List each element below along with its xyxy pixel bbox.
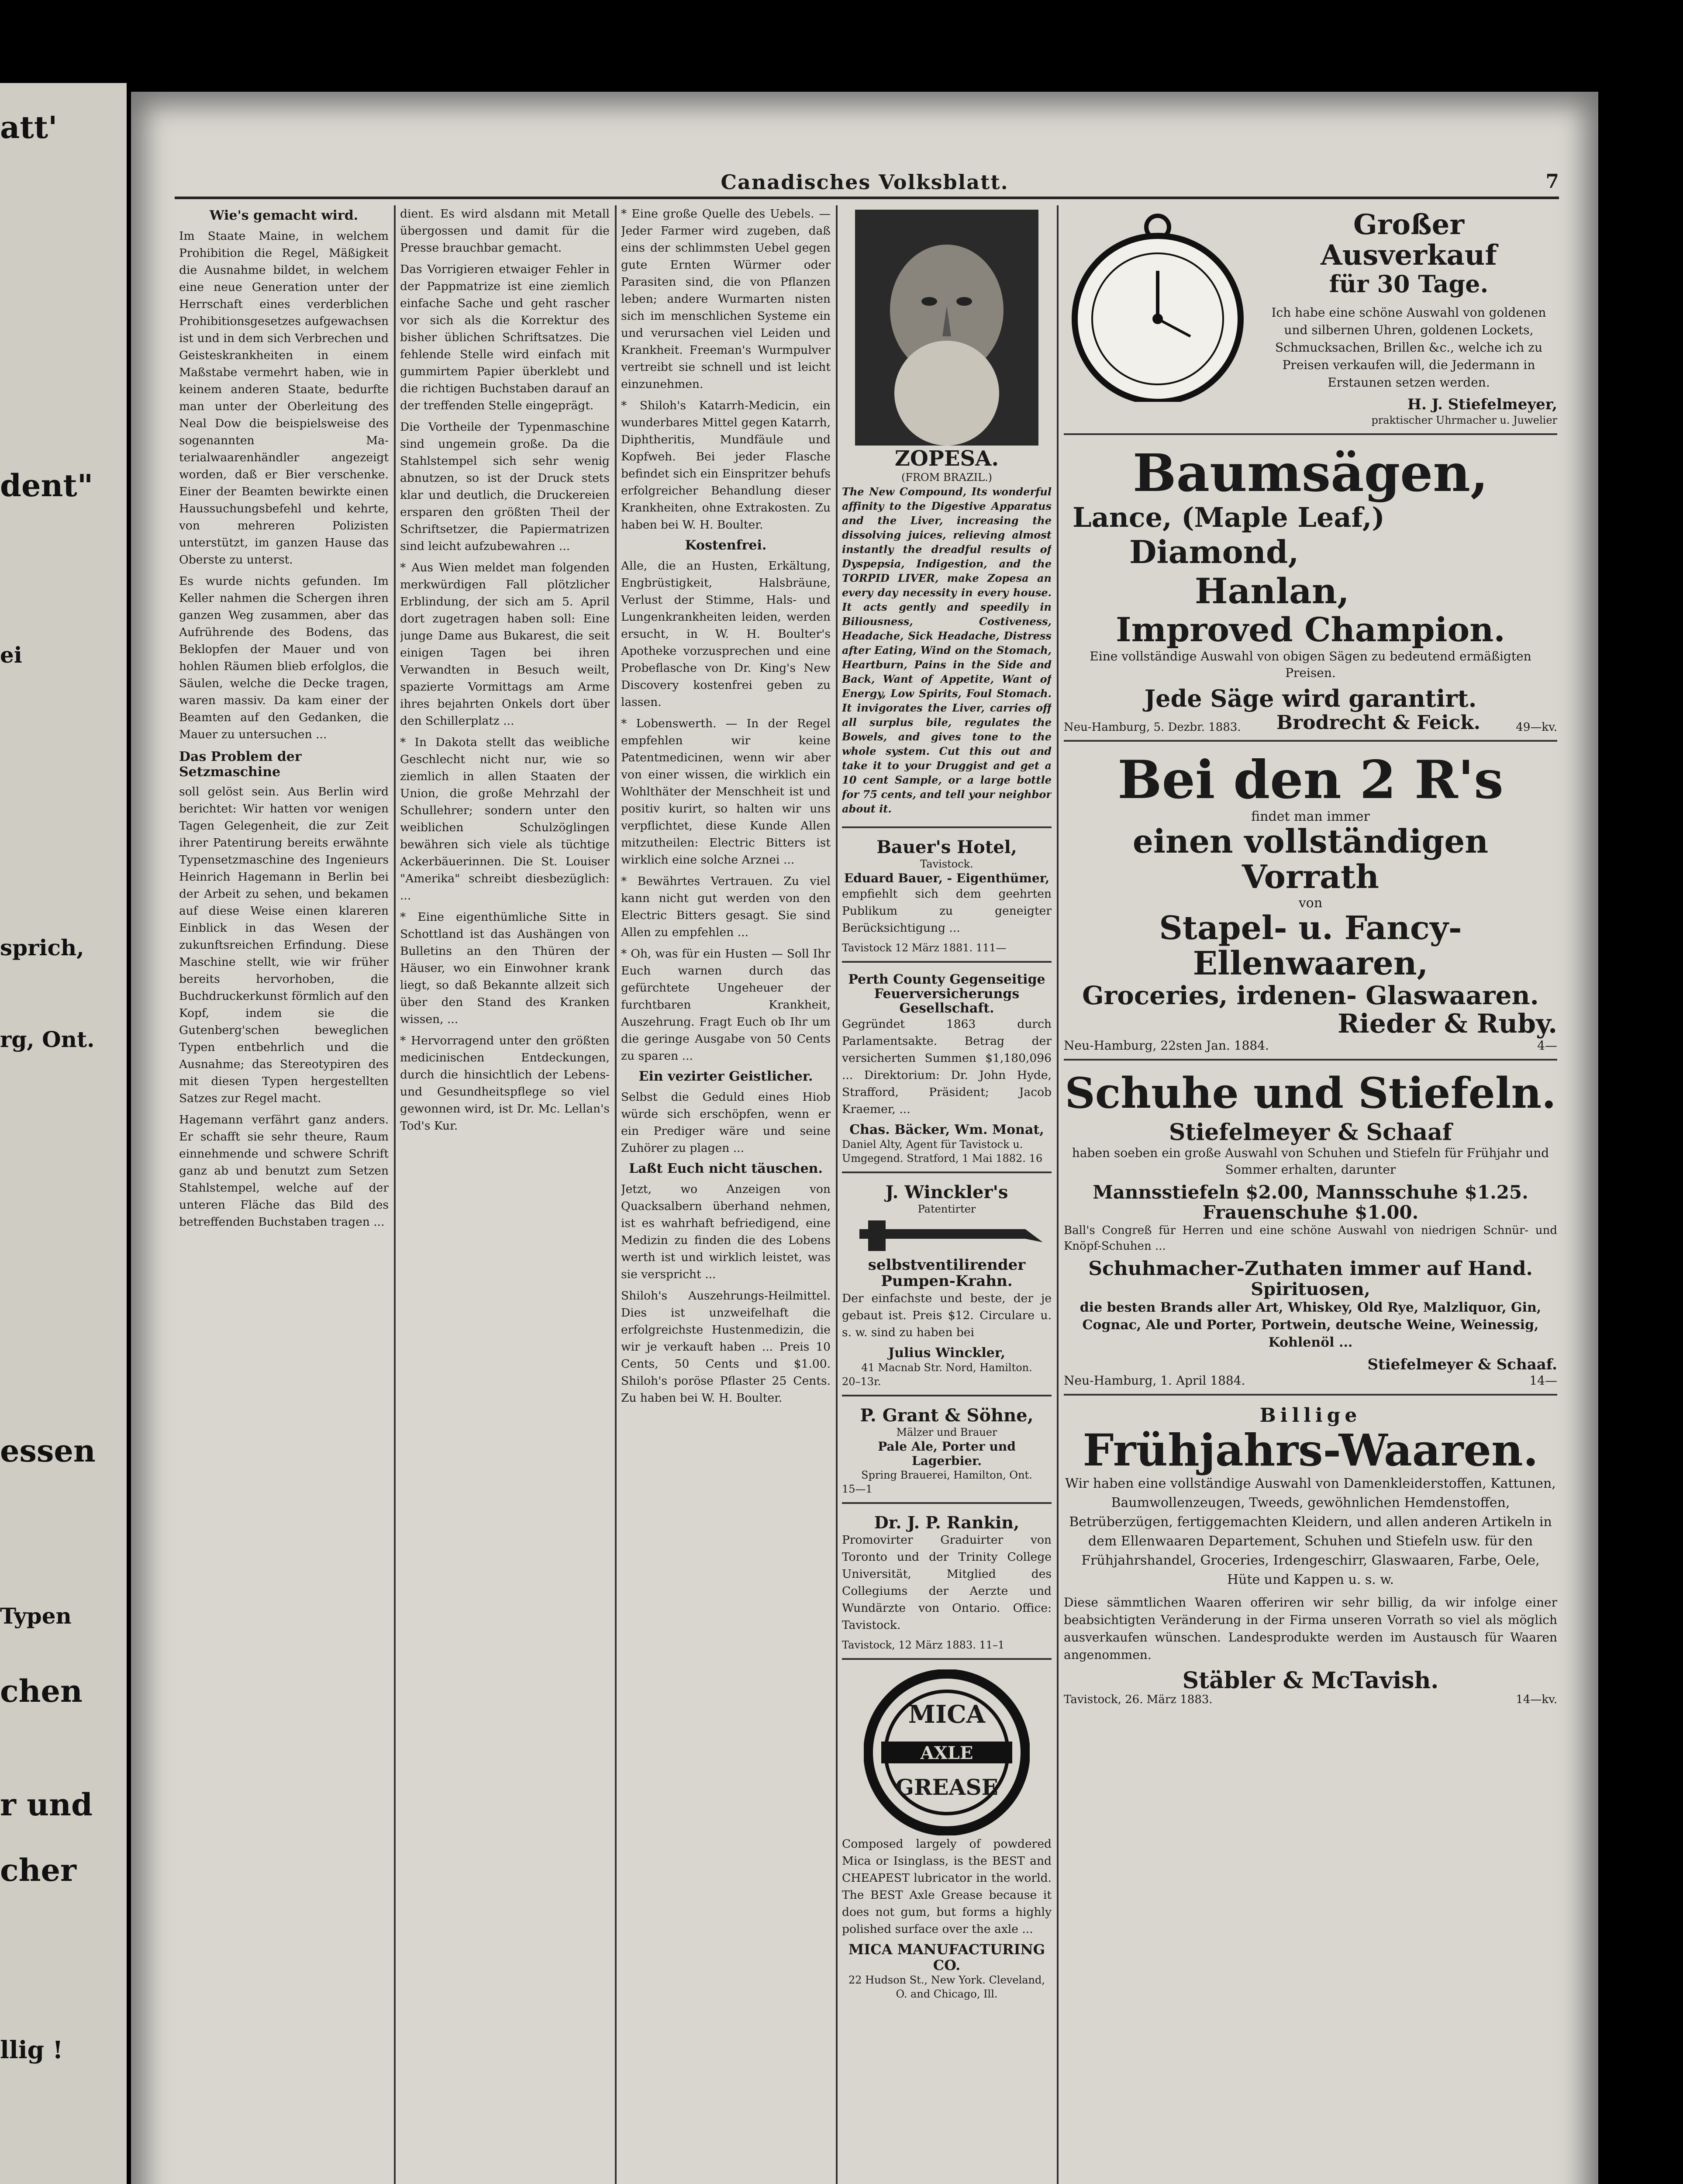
ad-subtitle: für 30 Tage.	[1329, 270, 1489, 298]
article-title: Wie's gemacht wird.	[209, 208, 359, 223]
ad-footer: 20–13r.	[842, 1375, 881, 1388]
ad-text: Wir haben eine vollständige Auswahl von Damenkleiderstoffen, Kattunen, Baumwollenzeugen, Tweeds, gewöhnlichen Hemdenstoffen, Betrüberzügen, fertiggemachten Kleidern, und allen anderen Artikeln in dem Ellenwaaren Departement, Schuhen und Stiefeln usw. für den Frühjahrshandel, Groceries, Irdengeschirr, Glaswaaren, Farbe, Oele, Hüte und Kappen u. s. w.	[1065, 1476, 1556, 1588]
ad-line: Stapel- u. Fancy-Ellenwaaren,	[1159, 909, 1462, 983]
ad-title: Bei den 2 R's	[1117, 749, 1504, 811]
ad-text: Eine vollständige Auswahl von obigen Sägen zu bedeutend ermäßigten Preisen.	[1090, 649, 1531, 680]
ad-footer: 4—	[1537, 1038, 1557, 1053]
article-paragraph: * Eine große Quelle des Uebels. — Jeder Farmer wird zugeben, daß eins der schlimmsten Uebel gegen gute Ernten Würmer oder Parasiten sind, die von Pflanzen leben; andere Wurmarten nisten sich im menschlichen Systeme ein und verursachen viel Leiden und Krankheit. Freeman's Wurmpulver vertreibt sie schnell und ist leicht einzunehmen.	[621, 207, 831, 391]
ad-signature: Brodrecht & Feick.	[1276, 711, 1481, 734]
baumsaegen-ad	[1064, 440, 1557, 742]
ad-signature: Stäbler & McTavish.	[1182, 1667, 1439, 1694]
article-paragraph: * Bewährtes Vertrauen. Zu viel kann nicht gut werden von den Electric Bitters gesagt. Sie sind Allen zu empfehlen ...	[621, 874, 831, 939]
ad-text: Gegründet 1863 durch Parlamentsakte. Betrag der versicherten Summen $1,180,096 ... Direktorium: Dr. John Hyde, Strafford, Präsident; Jacob Kraemer, ...	[842, 1017, 1052, 1116]
perth-insurance-ad	[842, 968, 1052, 1173]
article-paragraph: Alle, die an Husten, Erkältung, Engbrüstigkeit, Halsbräune, Verlust der Stimme, Hals- und Lungenkrankheiten leiden, werden ersucht, in W. H. Boulter's Apotheke vorzusprechen und eine Probeflasche von Dr. King's New Discovery kostenfrei geben zu lassen.	[621, 559, 831, 709]
rankin-ad	[842, 1509, 1052, 1660]
ad-signature: Rieder & Ruby.	[1338, 1009, 1557, 1040]
ad-text: findet man immer	[1251, 809, 1370, 824]
ad-subtitle: (FROM BRAZIL.)	[901, 471, 993, 484]
ad-line: einen vollständigen Vorrath	[1132, 822, 1489, 896]
ad-title: ZOPESA.	[894, 446, 999, 471]
ad-line: Groceries, irdenen- Glaswaaren.	[1082, 980, 1539, 1010]
fragment: sprich,	[0, 935, 84, 961]
column-4-ads	[842, 205, 1052, 2184]
article-paragraph: * Hervorragend unter den größten medicinischen Entdeckungen, durch die hinsichtlich der Lebens- und Gesundheitspflege so viel gewonnen wird, ist Dr. Mc. Lellan's Tod's Kur.	[400, 1034, 610, 1133]
ad-place: Neu-Hamburg, 5. Dezbr. 1883.	[1064, 720, 1241, 734]
ad-addr: Spring Brauerei, Hamilton, Ont.	[861, 1469, 1032, 1481]
grant-brewery-ad	[842, 1402, 1052, 1504]
ad-signature-title: praktischer Uhrmacher u. Juwelier	[1371, 414, 1557, 427]
fragment: att'	[0, 109, 58, 145]
ad-footer: 49—kv.	[1516, 720, 1557, 734]
ad-signature: Stiefelmeyer & Schaaf.	[1367, 1355, 1557, 1373]
ad-line: Spirituosen,	[1251, 1279, 1370, 1299]
ad-footer: Daniel Alty, Agent für Tavistock u. Umgegend. Stratford, 1 Mai 1882. 16	[842, 1138, 1043, 1165]
ad-text: Composed largely of powdered Mica or Isinglass, is the BEST and CHEAPEST lubricator in the world. The BEST Axle Grease because it does not gum, but forms a highly polished surface over the axle ...	[842, 1837, 1052, 1936]
saw-brand: Diamond,	[1129, 533, 1299, 570]
column-2	[400, 205, 610, 2184]
fragment: dent"	[0, 467, 93, 504]
ad-title: Dr. J. P. Rankin,	[874, 1512, 1020, 1532]
article-paragraph: soll gelöst sein. Aus Berlin wird berichtet: Wir hatten vor wenigen Tagen Gelegenheit, die zur Zeit ihrer Patentirung bereits erwähnte Typensetzmaschine des Ingenieurs Heinrich Hagemann in Berlin bei der Arbeit zu sehen, und bekamen auf diese Weise einen klareren Einblick in das Wesen der zukunftsreichen Erfindung. Diese Maschine stellt, wie wir früher bereits hervorhoben, die Buchdruckerkunst förmlich auf den Kopf, indem sie die Gutenberg'schen beweglichen Typen entbehrlich und die Ausnahme; das Stereotypiren des mit diesen Typen hergestellten Satzes zur Regel macht.	[179, 785, 389, 1105]
article-title: Laßt Euch nicht täuschen.	[629, 1161, 823, 1176]
article-paragraph: * In Dakota stellt das weibliche Geschlecht nicht nur, wie so ziemlich in allen Staaten der Union, die große Mehrzahl der Schullehrer; sondern unter den weiblichen Schulzöglingen bewähren sich viele als tüchtige Ackerbäuerinnen. Die St. Louiser "Amerika" schreibt diesbezüglich: ...	[400, 736, 610, 902]
fragment: r und	[0, 1787, 93, 1823]
ad-title: Frühjahrs-Waaren.	[1083, 1424, 1538, 1476]
ad-place: Tavistock, 26. März 1883.	[1064, 1693, 1213, 1707]
masthead: Canadisches Volksblatt.	[721, 170, 1009, 194]
ad-footer: 14—	[1529, 1373, 1557, 1388]
ad-owner: Eduard Bauer, - Eigenthümer,	[844, 871, 1050, 885]
ad-addr: 22 Hudson St., New York. Cleveland, O. and Chicago, Ill.	[848, 1973, 1045, 2000]
article-title: Ein vezirter Geistlicher.	[638, 1069, 813, 1084]
article-paragraph: * Shiloh's Katarrh-Medicin, ein wunderbares Mittel gegen Katarrh, Diphtheritis, Mundfäule und Kopfweh. Bei jeder Flasche befindet sich ein Einspritzer behufs erfolgreicher Behandlung dieser Krankheiten, ohne Extrakosten. Zu haben bei W. H. Boulter.	[621, 399, 831, 532]
ad-footer: 14—kv.	[1516, 1693, 1557, 1707]
wheel-label-bottom: GREASE	[895, 1774, 998, 1800]
ad-footer: 15—1	[842, 1482, 873, 1495]
header-rule	[175, 197, 1559, 199]
ad-title: P. Grant & Söhne,	[860, 1405, 1034, 1426]
schuhe-stiefeln-ad	[1064, 1066, 1557, 1396]
fragment: cher	[0, 1852, 76, 1888]
ad-line: von	[1298, 895, 1323, 911]
adjacent-page-fragment	[0, 83, 127, 2184]
ad-text: The New Compound, Its wonderful affinity to the Digestive Apparatus and the Liver, increasing the dissolving juices, relieving almost instantly the dreadful results of Dyspepsia, Indigestion, and the TORPID LIVER, make Zopesa an every day necessity in every house. It acts gently and speedily in Biliousness, Costiveness, Headache, Sick Headache, Distress after Eating, Wind on the Stomach, Heartburn, Pains in the Side and Back, Want of Appetite, Want of Energy, Low Spirits, Foul Stomach. It invigorates the Liver, carries off all surplus bile, regulates the Bowels, and gives tone to the whole system. Cut this out and take it to your Druggist and get a 10 cent Sample, or a large bottle for 75 cents, and tell your neighbor about it.	[842, 485, 1052, 815]
ad-text: empfiehlt sich dem geehrten Publikum zu geneigter Berücksichtigung ...	[842, 887, 1052, 935]
ad-text: die besten Brands aller Art, Whiskey, Old Rye, Malzliquor, Gin, Cognac, Ale und Porter, Portwein, deutsche Weine, Weinessig, Kohlenöl ...	[1079, 1299, 1542, 1350]
mica-grease-ad	[842, 1665, 1052, 2007]
ausverkauf-ad	[1064, 205, 1557, 435]
article-title: Kostenfrei.	[685, 538, 767, 553]
bauer-hotel-ad	[842, 833, 1052, 963]
ad-text: Pale Ale, Porter und Lagerbier.	[878, 1439, 1016, 1468]
ad-text: Ball's Congreß für Herren und eine schöne Auswahl von niedrigen Schnür- und Knöpf-Schuhen ...	[1064, 1224, 1557, 1253]
ad-signers: Chas. Bäcker, Wm. Monat,	[849, 1122, 1044, 1137]
article-title: Das Problem der Setzmaschine	[179, 749, 302, 780]
ad-text: haben soeben ein große Auswahl von Schuhen und Stiefeln für Frühjahr und Sommer erhalten, darunter	[1072, 1146, 1549, 1177]
ad-footer: Tavistock 12 März 1881. 111—	[842, 941, 1007, 954]
fragment: llig !	[0, 2035, 63, 2064]
ad-text: Promovirter Graduirter von Toronto und der Trinity College Universität, Mitglied des Collegiums der Aerzte und Wundärzte von Ontario. Office: Tavistock.	[842, 1533, 1052, 1632]
article-paragraph: Die Vortheile der Typenmaschine sind ungemein große. Da die Stahlstempel sich sehr wenig abnutzen, so ist der Druck stets klar und deutlich, die Druckereien ersparen den größten Theil der Schriftsetzer, die Papiermatrizen sind leicht aufzubewahren ...	[400, 420, 610, 553]
fragment: essen	[0, 1433, 96, 1469]
ad-addr: 41 Macnab Str. Nord, Hamilton.	[861, 1361, 1032, 1374]
zopesa-ad	[842, 205, 1052, 828]
fruehjahrs-waaren-ad	[1064, 1401, 1557, 1713]
ad-firm: Stiefelmeyer & Schaaf	[1169, 1119, 1452, 1146]
saw-brand: Lance, (Maple Leaf,)	[1073, 501, 1385, 533]
wheel-label-mid: AXLE	[920, 1743, 973, 1764]
ad-signature: H. J. Stiefelmeyer,	[1407, 396, 1557, 414]
ad-title: Großer Ausverkauf	[1321, 208, 1497, 272]
wheel-label-top: MICA	[908, 1700, 986, 1729]
fragment: rg, Ont.	[0, 1026, 95, 1052]
page-number: 7	[1545, 170, 1559, 193]
fragment: ei	[0, 642, 22, 668]
ad-price: Mannsstiefeln $2.00, Mannsschuhe $1.25.	[1093, 1182, 1528, 1203]
column-3	[621, 205, 831, 2184]
article-paragraph: Das Vorrigieren etwaiger Fehler in der Pappmatrize ist eine ziemlich einfache Sache und geht rascher vor sich als die Korrektur des bisher üblichen Schriftsatzes. Die fehlende Stelle wird einfach mit gummirtem Papier überklebt und die richtigen Buchstaben darauf an der treffenden Stelle eingeprägt.	[400, 263, 610, 412]
ad-footer: Tavistock, 12 März 1883. 11–1	[842, 1639, 1005, 1652]
column-rule	[394, 205, 396, 2184]
ad-name: Julius Winckler,	[888, 1345, 1005, 1361]
column-rule	[836, 205, 838, 2184]
ad-line: Schuhmacher-Zuthaten immer auf Hand.	[1088, 1258, 1533, 1280]
article-paragraph: * Lobenswerth. — In der Regel empfehlen wir keine Patentmedicinen, wenn wir aber von einer wissen, die wirklich ein Wohlthäter der Menschheit ist und positiv kurirt, so halten wir uns verpflichtet, diese Kunde Allen mitzutheilen: Electric Bitters ist wirklich eine solche Arznei ...	[621, 717, 831, 867]
ad-pump: selbstventilirender Pumpen-Krahn.	[868, 1256, 1026, 1290]
ad-subtitle: Patentirter	[917, 1203, 976, 1215]
wheel-emblem	[864, 1669, 1030, 1835]
pocket-watch-icon	[1064, 210, 1252, 402]
fragment: chen	[0, 1673, 83, 1709]
article-paragraph: Shiloh's Auszehrungs-Heilmittel. Dies ist unzweifelhaft die erfolgreichste Hustenmedizin, die wir je verkauft haben ... Preis 10 Cents, 50 Cents und $1.00. Shiloh's poröse Pflaster 25 Cents. Zu haben bei W. H. Boulter.	[621, 1289, 831, 1405]
article-paragraph: Es wurde nichts gefunden. Im Keller nahmen die Schergen ihren ganzen Weg zusammen, aber das Aufrührende des Bodens, das Beklopfen der Mauer und von hohlen Räumen blieb erfolglos, die Säulen, welche die Decke tragen, waren massiv. Da kam einer der Beamten auf den Gedanken, die Mauer zu untersuchen ...	[179, 574, 389, 741]
ad-title: J. Winckler's	[885, 1182, 1008, 1203]
newspaper-page	[131, 92, 1598, 2184]
ad-price: Frauenschuhe $1.00.	[1202, 1202, 1419, 1223]
pump-icon	[842, 1216, 1052, 1255]
ad-text: Diese sämmtlichen Waaren offeriren wir sehr billig, da wir infolge einer beabsichtigten Veränderung in der Firma unseren Vorrath so viel als möglich ausverkaufen wünschen. Landesprodukte werden im Austausch für Waaren angenommen.	[1064, 1595, 1557, 1662]
winckler-pump-ad	[842, 1178, 1052, 1396]
ad-title: Perth County Gegenseitige Feuerversicherungs Gesellschaft.	[848, 971, 1045, 1016]
ad-place: Neu-Hamburg, 1. April 1884.	[1064, 1373, 1245, 1388]
article-paragraph: dient. Es wird alsdann mit Metall übergossen und damit für die Presse brauchbar gemacht.	[400, 207, 610, 255]
ad-company: MICA MANUFACTURING CO.	[848, 1941, 1045, 1973]
article-paragraph: Jetzt, wo Anzeigen von Quacksalbern überhand nehmen, ist es wahrhaft befriedigend, eine Medizin zu finden die des Lobens werth ist und wirklich leistet, was sie verspricht ...	[621, 1182, 831, 1281]
bei-den-2rs-ad	[1064, 747, 1557, 1061]
article-paragraph: * Oh, was für ein Husten — Soll Ihr Euch warnen durch das gefürchtete Ungeheuer der furchtbaren Krankheit, Auszehrung. Fragt Euch ob Ihr um die geringe Ausgabe von 50 Cents zu sparen ...	[621, 947, 831, 1063]
ad-sub: Mälzer und Brauer	[896, 1426, 997, 1438]
ad-pretitle: Billige	[1259, 1404, 1362, 1427]
saw-brand: Improved Champion.	[1116, 610, 1505, 649]
ad-place: Neu-Hamburg, 22sten Jan. 1884.	[1064, 1038, 1269, 1053]
ad-title: Baumsägen,	[1132, 442, 1489, 504]
ad-guarantee: Jede Säge wird garantirt.	[1144, 684, 1477, 712]
column-rule	[615, 205, 617, 2184]
ad-place: Tavistock.	[920, 857, 973, 870]
column-1	[179, 205, 389, 2184]
article-paragraph: * Aus Wien meldet man folgenden merkwürdigen Fall plötzlicher Erblindung, der sich am 5. April dort zugetragen haben soll: Eine junge Dame aus Bukarest, die seit einigen Tagen bei ihren Verwandten in Besuch weilt, spazierte Vormittags am Arme ihres bejahrten Onkels dort über den Schillerplatz ...	[400, 561, 610, 728]
article-paragraph: Hagemann verfährt ganz anders. Er schafft sie sehr theure, Raum einnehmende und schwere Schrift ganz ab und benutzt zum Setzen Stahlstempel, welche auf der unteren Fläche das Bild des betreffenden Buchstaben tragen ...	[179, 1113, 389, 1229]
ad-title: Schuhe und Stiefeln.	[1065, 1068, 1556, 1118]
bearded-man-engraving	[842, 210, 1052, 446]
saw-brand: Hanlan,	[1195, 570, 1349, 612]
ad-text: Ich habe eine schöne Auswahl von goldenen und silbernen Uhren, goldenen Lockets, Schmucksachen, Brillen &c., welche ich zu Preisen verkaufen will, die Jedermann in Erstaunen setzen werden.	[1271, 305, 1546, 390]
fragment: Typen	[0, 1603, 72, 1629]
ad-title: Bauer's Hotel,	[876, 836, 1017, 857]
column-rule	[1057, 205, 1059, 2184]
article-paragraph: Selbst die Geduld eines Hiob würde sich erschöpfen, wenn er ein Prediger wäre und seine Zuhörer zu plagen ...	[621, 1090, 831, 1155]
ad-text: Der einfachste und beste, der je gebaut ist. Preis $12. Circulare u. s. w. sind zu haben bei	[842, 1291, 1052, 1339]
article-paragraph: Im Staate Maine, in welchem Prohibition die Regel, Mäßigkeit die Ausnahme bildet, in welchem eine neue Generation unter der Herrschaft eines verderblichen Prohibitionsgesetzes aufgewachsen ist und in dem sich Verbrechen und Geisteskrankheiten in einem Maßstabe vermehrt haben, wie in keinem anderen Staate, bedurfte man unter der Oberleitung des Neal Dow die beispielsweise des sogenannten Ma-terialwaarenhändler angezeigt worden, daß er Bier verschenke. Einer der Beamten bewirkte einen Haussuchungsbefehl und kehrte, von mehreren Polizisten unterstützt, im ganzen Hause das Oberste zu unterst.	[179, 229, 389, 567]
column-5-ads	[1064, 205, 1557, 2184]
article-paragraph: * Eine eigenthümliche Sitte in Schottland ist das Aushängen von Bulletins an den Thüren der Häuser, wo ein Einwohner krank liegt, so daß Bekannte allzeit sich über den Stand des Kranken wissen, ...	[400, 910, 610, 1026]
